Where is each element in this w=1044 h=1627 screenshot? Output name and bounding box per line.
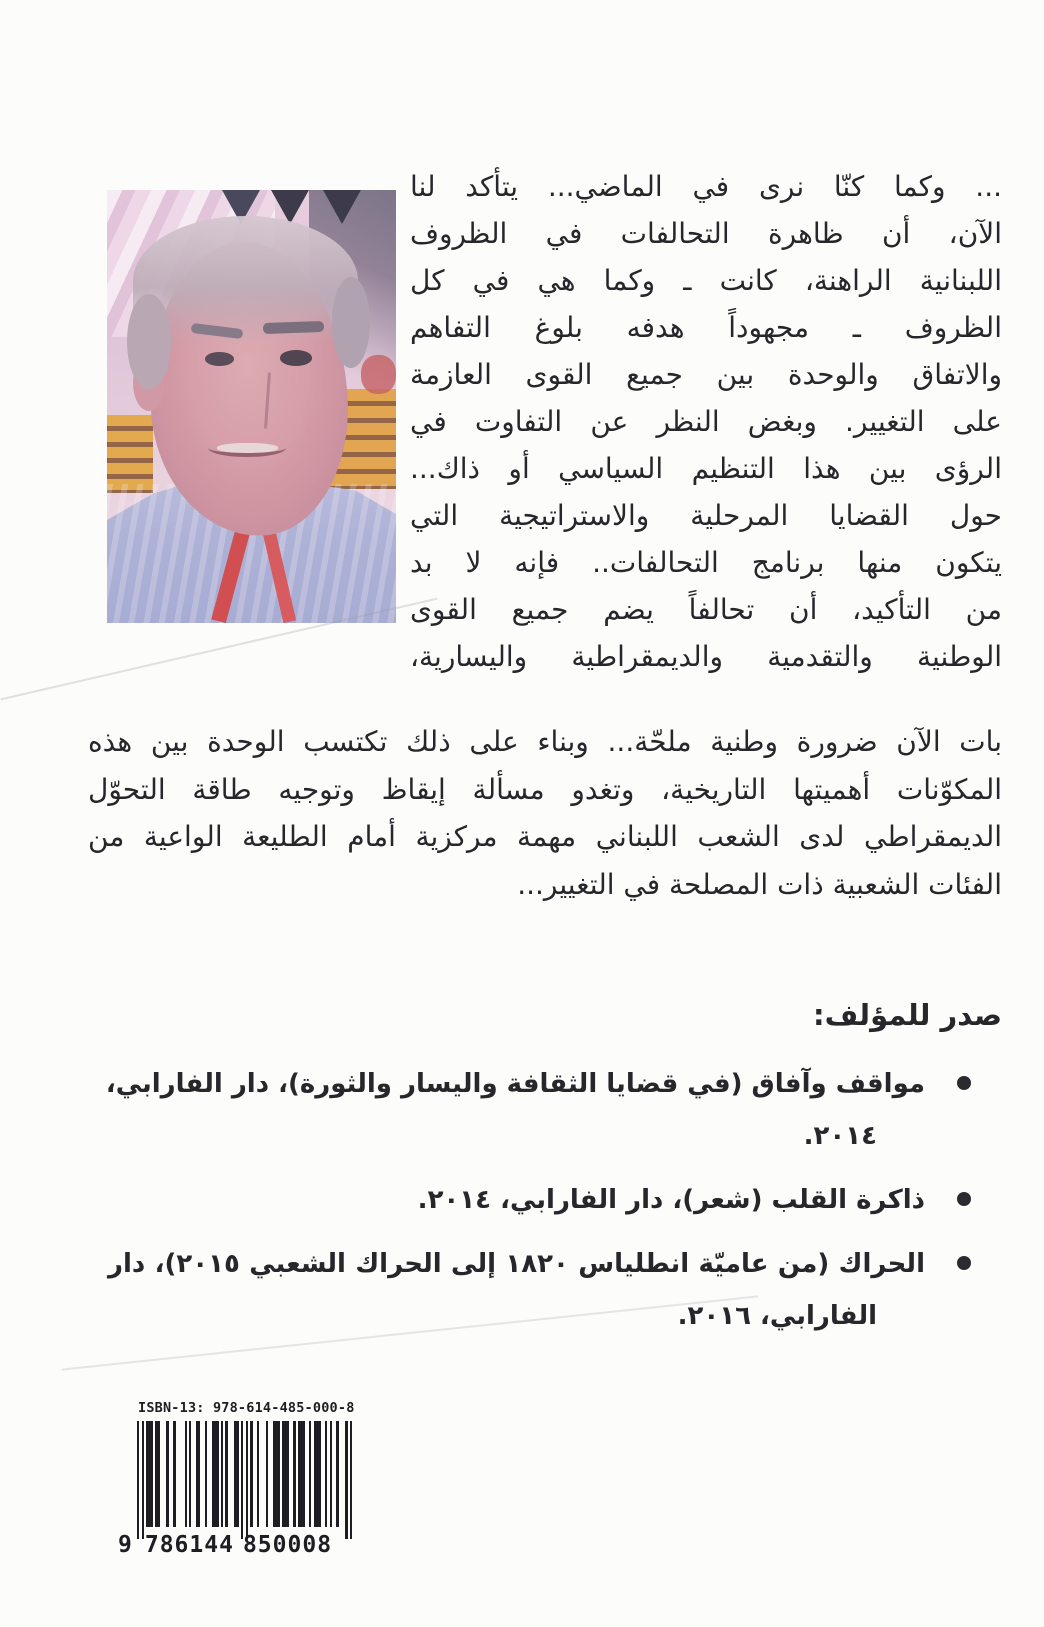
blurb-line: على التغيير. وبغض النظر عن التفاوت في	[410, 405, 1002, 438]
blurb-line: الظروف ـ مجهوداً هدفه بلوغ التفاهم	[410, 311, 1002, 344]
book-item	[105, 1058, 925, 1162]
blurb-line: المكوّنات أهميتها التاريخية، وتغدو مسألة إيقاظ وتوجيه طاقة التحوّل	[88, 772, 1002, 806]
isbn-label: ISBN-13: 978-614-485-000-8	[138, 1400, 355, 1416]
blurb-line: الآن، أن ظاهرة التحالفات في الظروف	[410, 217, 1002, 250]
blurb-line: الفئات الشعبية ذات المصلحة في التغيير...	[517, 867, 1002, 901]
blurb-line: ... وكما كنّا نرى في الماضي... يتأكد لنا	[410, 170, 1002, 203]
bullet-dot-icon	[957, 1256, 971, 1270]
blurb-column	[410, 163, 1002, 680]
blurb-line: الوطنية والتقدمية والديمقراطية واليسارية،	[410, 640, 1002, 673]
bullet-dot-icon	[957, 1076, 971, 1090]
works-list	[105, 1058, 925, 1354]
book-line: ٢٠١٤.	[803, 1121, 877, 1151]
photo-color-cast	[107, 190, 396, 623]
blurb-line: حول القضايا المرحلية والاستراتيجية التي	[410, 499, 1002, 532]
blurb-line: الرؤى بين هذا التنظيم السياسي أو ذاك...	[410, 452, 1002, 485]
book-line: الفارابي، ٢٠١٦.	[677, 1301, 877, 1331]
barcode-digit-group: 786144	[144, 1532, 234, 1558]
barcode-bar	[350, 1421, 352, 1539]
book-line: الحراك (من عاميّة انطلياس ١٨٢٠ إلى الحراك الشعبي ٢٠١٥)، دار	[108, 1249, 925, 1279]
blurb-line: والاتفاق والوحدة بين جميع القوى العازمة	[410, 358, 1002, 391]
blurb-line: الديمقراطي لدى الشعب اللبناني مهمة مركزية أمام الطليعة الواعية من	[88, 820, 1002, 853]
blurb-line: بات الآن ضرورة وطنية ملحّة... وبناء على ذلك تكتسب الوحدة بين هذه	[88, 725, 1002, 758]
barcode-digits	[118, 1532, 332, 1558]
bullet-dot-icon	[957, 1192, 971, 1206]
author-photo	[107, 190, 396, 623]
book-item	[108, 1174, 925, 1226]
blurb-line: يتكون منها برنامج التحالفات.. فإنه لا بد	[410, 546, 1002, 579]
barcode-bars	[137, 1421, 352, 1539]
book-line: مواقف وآفاق (في قضايا الثقافة واليسار والثورة)، دار الفارابي،	[105, 1069, 925, 1099]
blurb-line: اللبنانية الراهنة، كانت ـ وكما هي في كل	[410, 264, 1002, 297]
blurb-line: من التأكيد، أن تحالفاً يضم جميع القوى	[410, 593, 1002, 626]
works-heading: صدر للمؤلف:	[813, 998, 1002, 1032]
barcode-digit-lead: 9	[118, 1532, 133, 1558]
barcode-digit-group: 850008	[242, 1532, 333, 1558]
blurb-full-width	[88, 718, 1002, 908]
book-item	[108, 1238, 925, 1342]
book-line: ذاكرة القلب (شعر)، دار الفارابي، ٢٠١٤.	[417, 1185, 925, 1215]
